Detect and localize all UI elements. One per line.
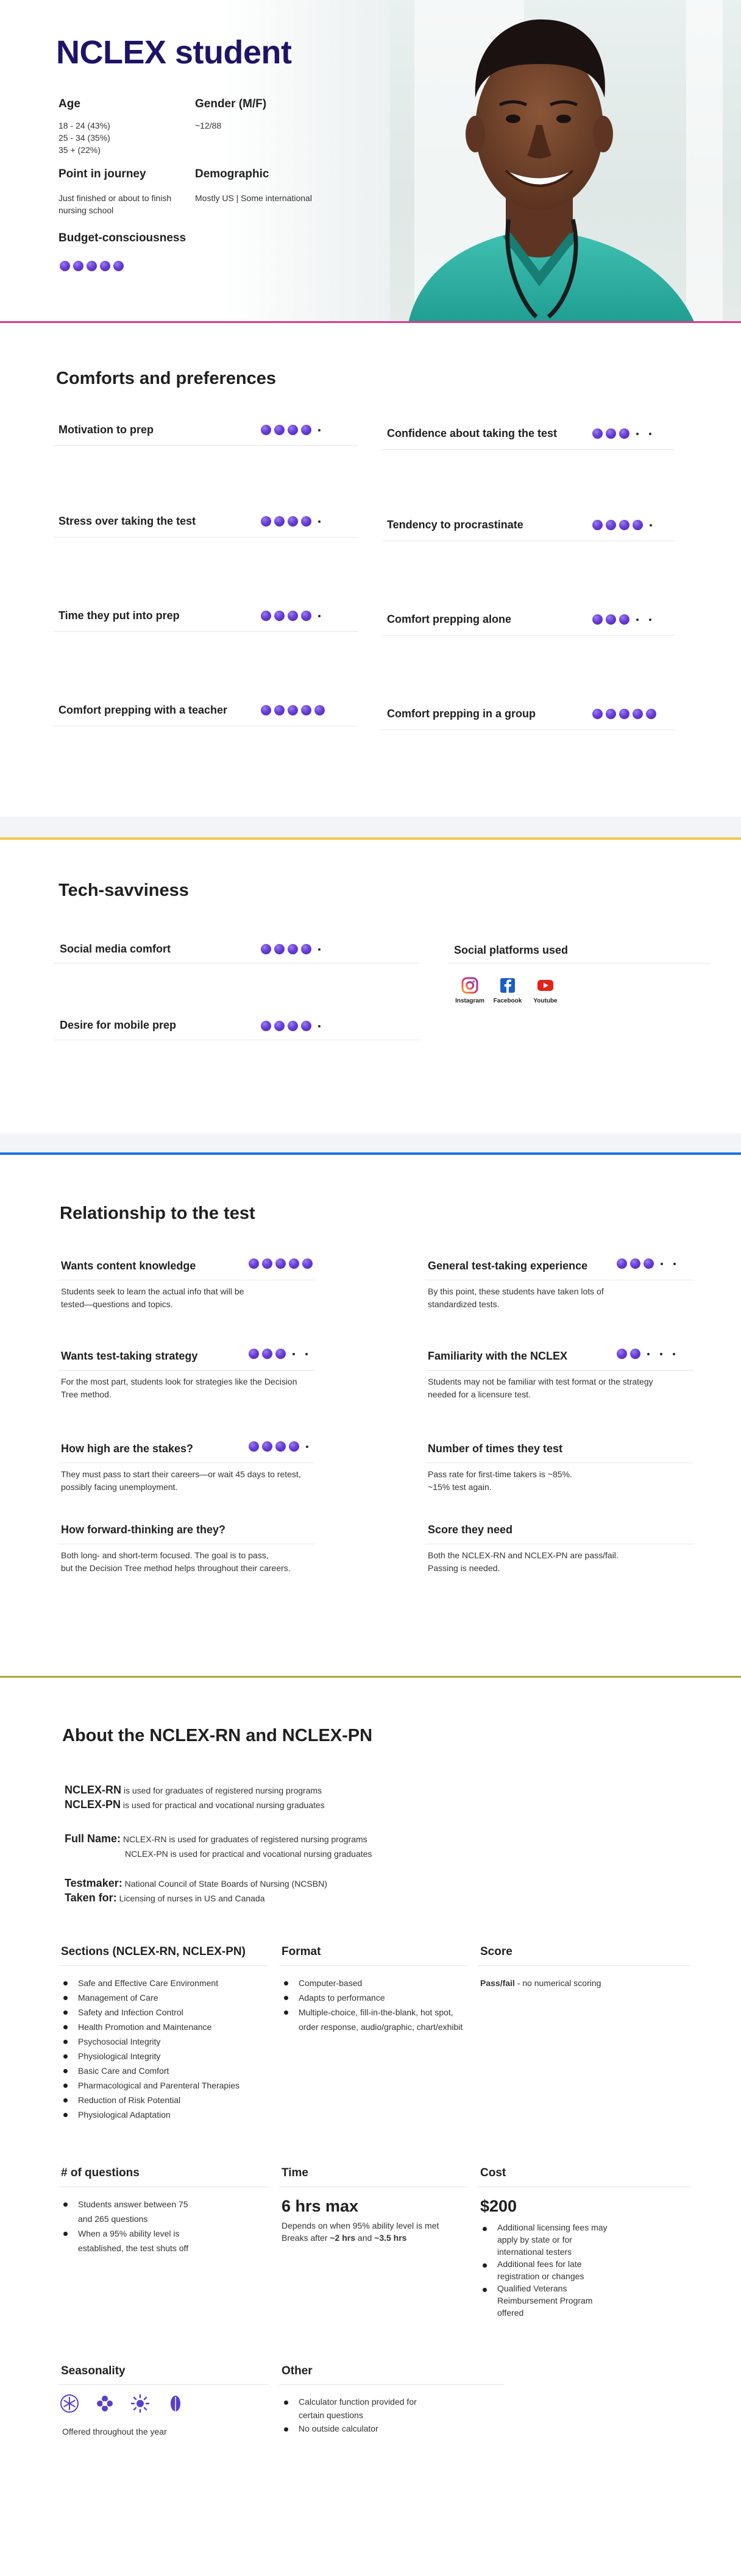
description-line: Students may not be familiar with test format or the strategy (428, 1377, 653, 1386)
row-divider (54, 445, 358, 446)
rating-dot-filled (262, 1349, 272, 1359)
rating-dot-filled (592, 428, 603, 439)
rating-dot-filled (262, 1441, 272, 1452)
rating-dot-filled (274, 1021, 285, 1031)
list-item: No outside calculator (282, 2422, 434, 2435)
relationship-rating (249, 1349, 311, 1359)
rating-dot-filled (619, 428, 629, 439)
tech-divider (0, 1152, 741, 1155)
relationship-rating (617, 1258, 679, 1269)
relationship-title: Relationship to the test (60, 1204, 255, 1223)
row-divider (54, 631, 358, 632)
rating-dot-filled (275, 1258, 286, 1269)
pn-label: NCLEX-PN (65, 1798, 121, 1811)
rating-dot-empty (636, 433, 639, 435)
comfort-rating (261, 516, 324, 527)
score-text: - no numerical scoring (514, 1978, 601, 1988)
comfort-rating (592, 428, 655, 439)
rating-dot-filled (275, 1441, 286, 1452)
age-value: 25 - 34 (35%) (58, 133, 110, 143)
leaf-icon (166, 2394, 185, 2413)
takenfor-label: Taken for: (65, 1892, 117, 1904)
comfort-label: Tendency to procrastinate (387, 519, 523, 531)
snowflake-icon (60, 2394, 79, 2413)
youtube-label: Youtube (533, 998, 558, 1004)
row-divider (382, 449, 675, 450)
rating-dot-filled (288, 611, 298, 621)
rating-dot-filled (261, 705, 271, 715)
relationship-label: How high are the stakes? (61, 1442, 194, 1455)
list-item: When a 95% ability level is established, the test shuts off (61, 2226, 189, 2255)
comfort-rating (261, 611, 324, 621)
rating-dot-empty (660, 1353, 662, 1355)
row-divider (58, 2384, 269, 2385)
relationship-divider (0, 1676, 741, 1678)
format-list (282, 1976, 464, 2034)
comfort-label: Motivation to prep (58, 424, 154, 436)
page-title: NCLEX student (56, 34, 292, 71)
relationship-label: General test-taking experience (428, 1260, 588, 1272)
relationship-label: Familiarity with the NCLEX (428, 1350, 568, 1362)
time-breaks-c: and (355, 2233, 375, 2243)
rating-dot-filled (301, 611, 311, 621)
hero-divider (0, 321, 741, 323)
comfort-label: Comfort prepping in a group (387, 708, 536, 720)
rating-dot-filled (261, 611, 271, 621)
cost-list (480, 2221, 608, 2319)
rating-dot-filled (288, 516, 298, 527)
rating-dot-filled (301, 1021, 311, 1031)
description-line: For the most part, students look for strategies like the Decision (61, 1377, 297, 1386)
fullname-line (65, 1831, 367, 1847)
comfort-label: Time they put into prep (58, 609, 180, 622)
rating-dot-filled (249, 1349, 259, 1359)
score-bold: Pass/fail (480, 1978, 515, 1988)
rating-dot-filled (301, 705, 311, 715)
relationship-label: Score they need (428, 1524, 513, 1536)
rating-dot-empty (650, 524, 652, 527)
row-divider (478, 1965, 691, 1966)
mobile-prep-rating (261, 1021, 324, 1031)
description-line: Students seek to learn the actual info that will be (61, 1286, 244, 1296)
relationship-rating (249, 1258, 313, 1269)
rating-dot-filled (261, 516, 271, 527)
description-line: Both the NCLEX-RN and NCLEX-PN are pass/fail. (428, 1550, 619, 1560)
list-item: Safety and Infection Control (61, 2005, 268, 2020)
rating-dot-filled (630, 1349, 640, 1359)
list-item: Additional licensing fees may apply by state or for international testers (480, 2221, 608, 2258)
sun-icon (130, 2394, 150, 2413)
age-value: 18 - 24 (43%) (58, 121, 110, 130)
rating-dot-filled (646, 709, 656, 719)
rating-dot-empty (647, 1353, 650, 1355)
list-item: Basic Care and Comfort (61, 2063, 268, 2078)
relationship-description (61, 1468, 301, 1494)
rating-dot-empty (661, 1263, 663, 1265)
about-title: About the NCLEX-RN and NCLEX-PN (62, 1726, 373, 1745)
rating-dot-filled (606, 520, 616, 530)
list-item: Multiple-choice, fill-in-the-blank, hot spot, order response, audio/graphic, chart/exhibit (282, 2005, 464, 2034)
row-divider (279, 1965, 468, 1966)
seasonality-label: Seasonality (61, 2365, 126, 2377)
list-item: Computer-based (282, 1976, 464, 1990)
rating-dot-empty (292, 1353, 295, 1355)
row-divider (382, 635, 675, 636)
comfort-rating (592, 520, 656, 530)
description-line: needed for a licensure test. (428, 1389, 531, 1399)
comfort-label: Confidence about taking the test (387, 427, 558, 439)
section-band (0, 817, 741, 839)
pn-line (65, 1797, 325, 1812)
comfort-rating (261, 705, 325, 715)
description-line: ~15% test again. (428, 1482, 492, 1492)
relationship-description (61, 1549, 291, 1575)
rating-dot-filled (261, 1021, 271, 1031)
demographic-label: Demographic (195, 168, 269, 180)
list-item: Calculator function provided for certain questions (282, 2395, 434, 2422)
description-line: Tree method. (61, 1389, 112, 1399)
time-breaks-b: ~2 hrs (330, 2233, 356, 2243)
gender-label: Gender (M/F) (195, 98, 267, 110)
description-line: By this point, these students have taken lots of (428, 1286, 604, 1296)
testmaker-line (65, 1876, 327, 1891)
rating-dot-filled (274, 944, 285, 954)
rating-dot-filled (606, 428, 616, 439)
rating-dot-empty (636, 619, 639, 621)
rating-dot-empty (318, 520, 321, 523)
age-values (58, 119, 110, 156)
rating-dot-filled (289, 1441, 299, 1452)
sections-list (61, 1976, 268, 2122)
relationship-label: Wants test-taking strategy (61, 1350, 198, 1362)
rating-dot-filled (301, 516, 311, 527)
list-item: Psychosocial Integrity (61, 2034, 268, 2049)
facebook-label: Facebook (493, 998, 522, 1004)
age-value: 35 + (22%) (58, 145, 101, 155)
budget-rating (60, 261, 124, 271)
rating-dot-empty (673, 1353, 675, 1355)
row-divider (54, 537, 358, 538)
rating-dot-empty (318, 615, 321, 617)
description-line: They must pass to start their careers—or wait 45 days to retest, (61, 1469, 301, 1479)
youtube-item (524, 977, 567, 1004)
rating-dot-filled (60, 261, 70, 271)
rating-dot-empty (306, 1446, 308, 1448)
list-item: Adapts to performance (282, 1990, 464, 2005)
relationship-description (428, 1468, 572, 1494)
fullname-text: NCLEX-RN is used for graduates of registered nursing programs (122, 1834, 367, 1844)
description-line: possibly facing unemployment. (61, 1482, 178, 1492)
comfort-rating (592, 709, 656, 719)
rating-dot-filled (274, 516, 285, 527)
rating-dot-filled (249, 1441, 259, 1452)
youtube-icon (537, 977, 554, 994)
relationship-label: Number of times they test (428, 1442, 563, 1455)
list-item: Health Promotion and Maintenance (61, 2020, 268, 2034)
section-band (0, 1134, 741, 1154)
relationship-description (428, 1285, 604, 1311)
comfort-label: Comfort prepping with a teacher (58, 704, 228, 716)
fullname-label: Full Name: (65, 1833, 121, 1845)
description-line: but the Decision Tree method helps throughout their careers. (61, 1563, 291, 1573)
comfort-label: Comfort prepping alone (387, 613, 511, 625)
rating-dot-filled (73, 261, 83, 271)
journey-label: Point in journey (58, 168, 146, 180)
row-divider (382, 729, 675, 730)
comfort-label: Stress over taking the test (58, 515, 196, 527)
flower-icon (95, 2394, 115, 2413)
relationship-description (428, 1375, 653, 1401)
relationship-label: How forward-thinking are they? (61, 1524, 226, 1536)
rn-line (65, 1783, 322, 1798)
description-line: Passing is needed. (428, 1563, 500, 1573)
rating-dot-filled (289, 1258, 299, 1269)
facebook-item (486, 977, 529, 1004)
rating-dot-filled (592, 614, 603, 625)
rating-dot-empty (318, 1025, 321, 1027)
budget-label: Budget-consciousness (58, 232, 186, 244)
rating-dot-filled (314, 705, 325, 715)
row-divider (279, 2384, 505, 2385)
time-value: 6 hrs max (282, 2197, 359, 2215)
rating-dot-filled (606, 614, 616, 625)
list-item: Physiological Adaptation (61, 2107, 268, 2122)
rating-dot-filled (606, 709, 616, 719)
row-divider (58, 1965, 269, 1966)
score-value (480, 1976, 601, 1990)
rating-dot-filled (592, 520, 603, 530)
rating-dot-empty (673, 1263, 676, 1265)
list-item: Management of Care (61, 1990, 268, 2005)
rating-dot-filled (619, 520, 629, 530)
instagram-label: Instagram (455, 998, 484, 1004)
rating-dot-filled (633, 709, 643, 719)
score-label: Score (480, 1945, 512, 1958)
rating-dot-filled (592, 709, 603, 719)
rating-dot-filled (301, 425, 311, 435)
cost-value: $200 (480, 2197, 517, 2215)
rn-text: is used for graduates of registered nursing programs (123, 1786, 322, 1795)
description-line: standardized tests. (428, 1299, 500, 1309)
rating-dot-filled (274, 611, 285, 621)
relationship-rating (249, 1441, 312, 1452)
rating-dot-filled (249, 1258, 259, 1269)
rating-dot-filled (617, 1258, 627, 1269)
time-label: Time (282, 2166, 309, 2179)
hero-section (0, 0, 741, 323)
relationship-description (61, 1285, 244, 1311)
row-divider (58, 1370, 314, 1371)
rating-dot-filled (274, 705, 285, 715)
list-item: Pharmacological and Parenteral Therapies (61, 2078, 268, 2093)
list-item: Qualified Veterans Reimbursement Program offered (480, 2282, 608, 2319)
rating-dot-filled (619, 614, 629, 625)
comfort-rating (592, 614, 655, 625)
social-media-comfort-label: Social media comfort (60, 943, 171, 955)
tech-title: Tech-savviness (58, 881, 189, 900)
rating-dot-filled (633, 520, 643, 530)
rating-dot-filled (261, 425, 271, 435)
relationship-description (61, 1375, 297, 1401)
takenfor-text: Licensing of nurses in US and Canada (119, 1893, 265, 1903)
list-item: Safe and Effective Care Environment (61, 1976, 268, 1990)
time-breaks-a: Breaks after (282, 2233, 330, 2243)
rating-dot-filled (288, 425, 298, 435)
rn-label: NCLEX-RN (65, 1784, 121, 1796)
instagram-icon (461, 977, 478, 994)
other-label: Other (282, 2365, 313, 2377)
rating-dot-filled (87, 261, 97, 271)
gender-value: ~12/88 (195, 121, 222, 130)
pn-text: is used for practical and vocational nursing graduates (122, 1800, 325, 1810)
rating-dot-filled (644, 1258, 654, 1269)
comforts-title: Comforts and preferences (56, 369, 276, 388)
row-divider (425, 1370, 693, 1371)
relationship-rating (617, 1349, 679, 1359)
testmaker-text: National Council of State Boards of Nursing (NCSBN) (124, 1879, 327, 1889)
rating-dot-filled (302, 1258, 313, 1269)
rating-dot-empty (305, 1353, 308, 1355)
social-media-comfort-rating (261, 944, 324, 954)
rating-dot-filled (630, 1258, 640, 1269)
demographic-value: Mostly US | Some international (195, 193, 312, 203)
rating-dot-filled (288, 1021, 298, 1031)
student-photo (353, 12, 731, 323)
cost-label: Cost (480, 2166, 506, 2179)
rating-dot-filled (113, 261, 124, 271)
age-label: Age (58, 98, 80, 110)
rating-dot-empty (649, 433, 651, 435)
rating-dot-filled (100, 261, 110, 271)
list-item: Reduction of Risk Potential (61, 2093, 268, 2107)
format-label: Format (282, 1945, 321, 1958)
description-line: tested—questions and topics. (61, 1299, 173, 1309)
time-detail (282, 2219, 439, 2244)
rating-dot-empty (318, 948, 321, 951)
seasonality-text: Offered throughout the year (62, 2427, 167, 2436)
testmaker-label: Testmaker: (65, 1877, 122, 1889)
rating-dot-filled (288, 705, 298, 715)
time-detail-1: Depends on when 95% ability level is met (282, 2221, 439, 2230)
season-icons (60, 2394, 185, 2413)
rating-dot-filled (619, 709, 629, 719)
time-detail-2 (282, 2232, 439, 2244)
social-platforms-label: Social platforms used (454, 944, 569, 956)
rating-dot-empty (649, 619, 651, 621)
other-list (282, 2395, 434, 2435)
mobile-prep-label: Desire for mobile prep (60, 1019, 177, 1031)
fullname-text-2: NCLEX-PN is used for practical and vocational nursing graduates (125, 1849, 372, 1859)
rating-dot-filled (301, 944, 311, 954)
journey-value: Just finished or about to finish nursing school (58, 193, 172, 215)
list-item: Students answer between 75 and 265 questions (61, 2197, 189, 2226)
instagram-item (448, 977, 491, 1004)
takenfor-line (65, 1890, 265, 1906)
rating-dot-filled (261, 944, 271, 954)
rating-dot-filled (262, 1258, 272, 1269)
relationship-label: Wants content knowledge (61, 1260, 196, 1272)
list-item: Physiological Integrity (61, 2049, 268, 2063)
relationship-description (428, 1549, 619, 1575)
facebook-icon (499, 977, 516, 994)
rating-dot-filled (617, 1349, 627, 1359)
rating-dot-filled (275, 1349, 286, 1359)
questions-list (61, 2197, 189, 2255)
rating-dot-empty (318, 429, 321, 431)
description-line: Both long- and short-term focused. The goal is to pass, (61, 1550, 269, 1560)
description-line: Pass rate for first-time takers is ~85%. (428, 1469, 572, 1479)
comforts-divider (0, 837, 741, 840)
rating-dot-filled (288, 944, 298, 954)
questions-label: # of questions (61, 2166, 140, 2179)
sections-label: Sections (NCLEX-RN, NCLEX-PN) (61, 1945, 246, 1958)
list-item: Additional fees for late registration or changes (480, 2258, 608, 2282)
rating-dot-filled (274, 425, 285, 435)
comfort-rating (261, 425, 324, 435)
time-breaks-d: ~3.5 hrs (374, 2233, 407, 2243)
